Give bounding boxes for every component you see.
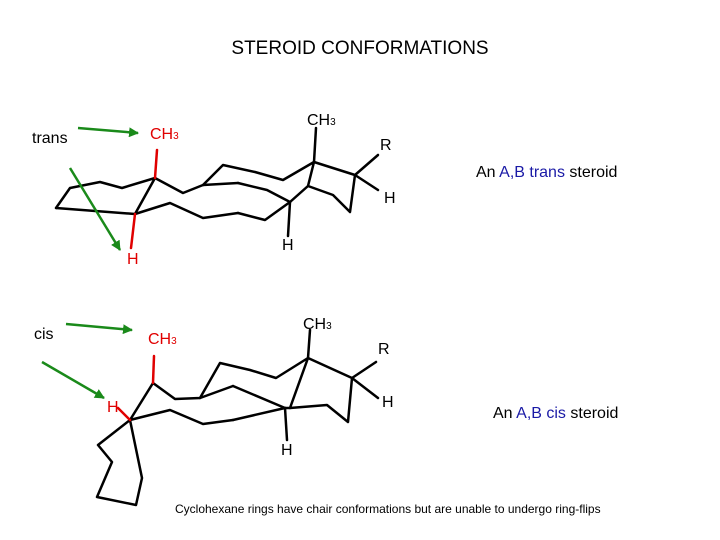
trans-h-left: H bbox=[127, 251, 139, 268]
cis-methyl-arrow bbox=[66, 324, 132, 330]
cis-skeleton bbox=[97, 358, 352, 505]
cis-methyl-left: CH3 bbox=[148, 331, 177, 348]
trans-arrow-label: trans bbox=[32, 130, 68, 147]
trans-methyl-arrow bbox=[78, 128, 138, 133]
trans-arrows bbox=[70, 128, 138, 250]
cis-methyl-right: CH3 bbox=[303, 316, 332, 333]
cis-arrows bbox=[42, 324, 132, 398]
cis-caption: An A,B cis steroid bbox=[493, 405, 619, 422]
trans-methyl-left: CH3 bbox=[150, 126, 179, 143]
trans-skeleton bbox=[56, 162, 355, 220]
trans-h-mid: H bbox=[282, 237, 294, 254]
trans-caption: An A,B trans steroid bbox=[476, 164, 618, 181]
trans-methyl-right: CH3 bbox=[307, 112, 336, 129]
cis-h-mid: H bbox=[281, 442, 293, 459]
cis-h-arrow bbox=[42, 362, 104, 398]
page-title: STEROID CONFORMATIONS bbox=[231, 38, 489, 59]
cis-h-right: H bbox=[382, 394, 394, 411]
trans-h-right: H bbox=[384, 190, 396, 207]
cis-h-left: H bbox=[107, 399, 119, 416]
cis-r-group: R bbox=[378, 341, 390, 358]
footnote: Cyclohexane rings have chair conformations but are unable to undergo ring-flips bbox=[175, 502, 601, 516]
trans-r-group: R bbox=[380, 137, 392, 154]
cis-arrow-label: cis bbox=[34, 326, 54, 343]
